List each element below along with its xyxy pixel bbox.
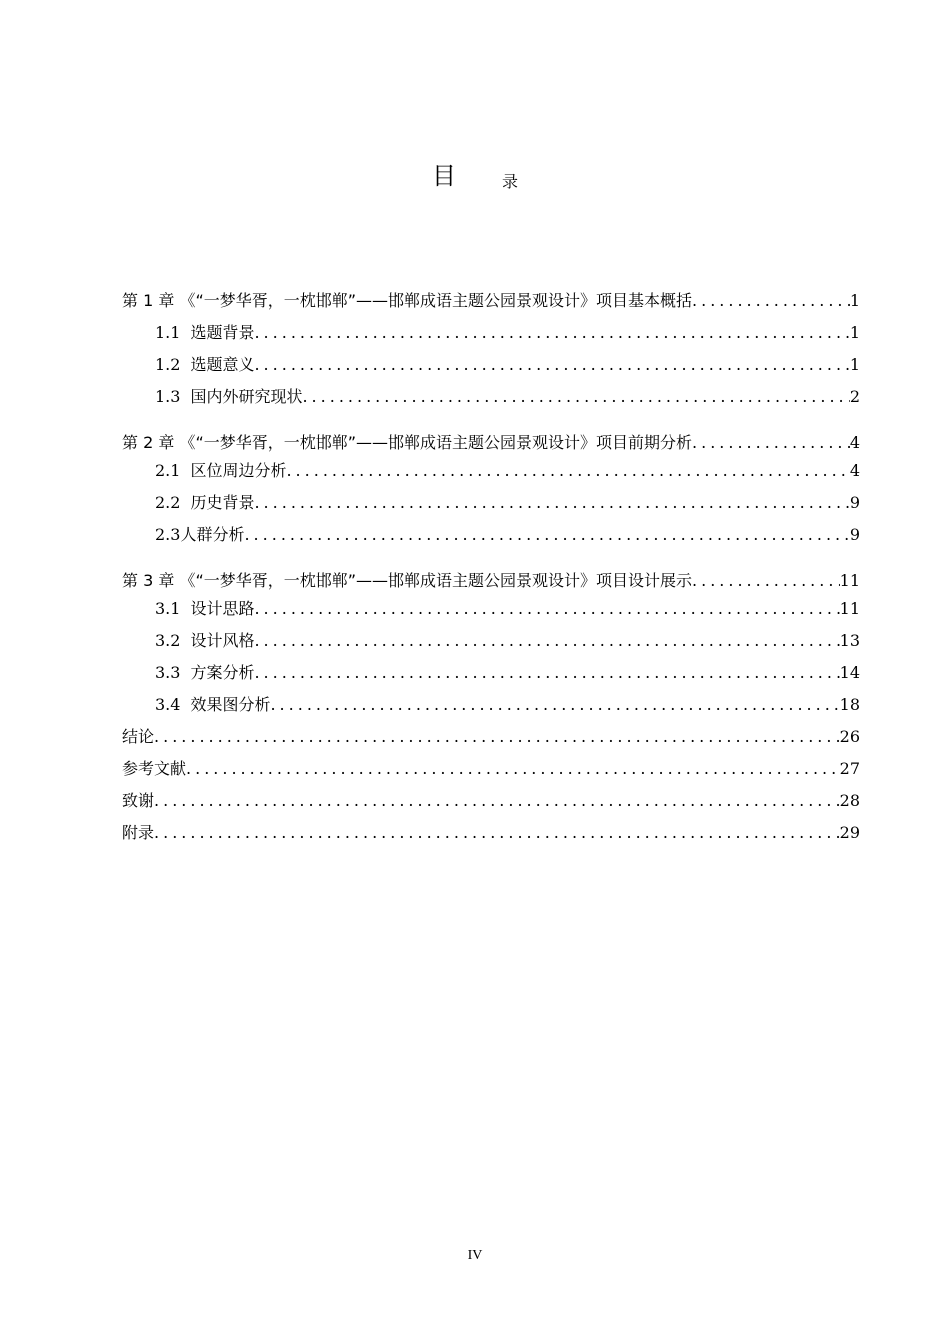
toc-chapter-3[interactable] (122, 553, 860, 595)
toc-section-3-1[interactable] (122, 595, 860, 627)
toc-entry-label: 选题意义 (190, 355, 255, 374)
toc-page-number: 29 (839, 823, 860, 842)
toc-page-number: 28 (839, 791, 860, 810)
section-number: 3.2 (155, 631, 181, 650)
toc-page-number: 1 (849, 323, 860, 342)
toc-appendix[interactable] (122, 819, 860, 851)
toc-section-3-2[interactable] (122, 627, 860, 659)
dot-leader (154, 787, 840, 815)
dot-leader (254, 627, 839, 655)
dot-leader (254, 595, 839, 623)
dot-leader (692, 287, 850, 315)
toc-section-1-3[interactable] (122, 383, 860, 415)
toc-entry-label: 选题背景 (190, 323, 255, 342)
dot-leader (254, 489, 849, 517)
toc-page-number: 18 (839, 695, 860, 714)
toc-section-2-2[interactable] (122, 489, 860, 521)
section-number: 1.1 (155, 323, 181, 342)
toc-page-number: 9 (849, 525, 860, 544)
toc-entry-label: 参考文献 (122, 759, 187, 778)
toc-entry-label: 历史背景 (190, 493, 255, 512)
toc-page-number: 27 (839, 759, 860, 778)
toc-entry-label: 附录 (122, 823, 155, 842)
toc-page-number: 13 (839, 631, 860, 650)
dot-leader (186, 755, 840, 783)
toc-section-1-1[interactable] (122, 319, 860, 351)
dot-leader (254, 319, 849, 347)
toc-acknowledgements[interactable] (122, 787, 860, 819)
section-number: 3.4 (155, 695, 181, 714)
dot-leader (154, 819, 840, 847)
section-number: 3.3 (155, 663, 181, 682)
toc-entry-label: 国内外研究现状 (190, 387, 303, 406)
toc-conclusion[interactable] (122, 723, 860, 755)
dot-leader (692, 567, 840, 595)
toc-page-number: 4 (849, 461, 860, 480)
toc-entry-label: 致谢 (122, 791, 155, 810)
toc-page-number: 1 (849, 291, 860, 310)
toc-page-number: 11 (839, 599, 860, 618)
toc-entry-label: 人群分析 (180, 525, 245, 544)
dot-leader (254, 659, 839, 687)
section-number: 1.3 (155, 387, 181, 406)
toc-references[interactable] (122, 755, 860, 787)
dot-leader (270, 691, 839, 719)
toc-entry-label: 结论 (122, 727, 155, 746)
toc-entry-label: 第 3 章 《“一梦华胥，一枕邯郸”——邯郸成语主题公园景观设计》项目设计展示 (122, 571, 693, 590)
toc-entry-label: 第 1 章 《“一梦华胥，一枕邯郸”——邯郸成语主题公园景观设计》项目基本概括 (122, 291, 693, 310)
dot-leader (692, 429, 850, 457)
footer-page-number: IV (467, 1248, 483, 1263)
dot-leader (154, 723, 840, 751)
toc-page-number: 14 (839, 663, 860, 682)
dot-leader (286, 457, 849, 485)
title-main: 目 (431, 162, 456, 190)
toc-entry-label: 效果图分析 (190, 695, 271, 714)
dot-leader (302, 383, 849, 411)
section-number: 2.3 (155, 525, 181, 544)
toc-chapter-2[interactable] (122, 415, 860, 457)
section-number: 2.2 (155, 493, 181, 512)
toc-entry-label: 设计风格 (190, 631, 255, 650)
toc-page-number: 2 (849, 387, 860, 406)
toc-section-2-3[interactable] (122, 521, 860, 553)
toc-chapter-1[interactable] (122, 287, 860, 319)
toc-entry-label: 第 2 章 《“一梦华胥，一枕邯郸”——邯郸成语主题公园景观设计》项目前期分析 (122, 433, 693, 452)
toc-section-1-2[interactable] (122, 351, 860, 383)
toc-page-number: 11 (839, 571, 860, 590)
toc-page-number: 1 (849, 355, 860, 374)
toc-entry-label: 设计思路 (190, 599, 255, 618)
section-number: 2.1 (155, 461, 181, 480)
toc-entry-label: 区位周边分析 (190, 461, 287, 480)
dot-leader (244, 521, 849, 549)
page-title (0, 156, 950, 192)
toc-page-number: 9 (849, 493, 860, 512)
page-footer (0, 1248, 950, 1264)
section-number: 3.1 (155, 599, 181, 618)
toc-section-2-1[interactable] (122, 457, 860, 489)
toc-page-number: 26 (839, 727, 860, 746)
section-number: 1.2 (155, 355, 181, 374)
toc-page-number: 4 (849, 433, 860, 452)
toc-entry-label: 方案分析 (190, 663, 255, 682)
title-sub: 录 (501, 171, 518, 191)
dot-leader (254, 351, 849, 379)
table-of-contents (122, 287, 860, 851)
toc-section-3-4[interactable] (122, 691, 860, 723)
toc-section-3-3[interactable] (122, 659, 860, 691)
